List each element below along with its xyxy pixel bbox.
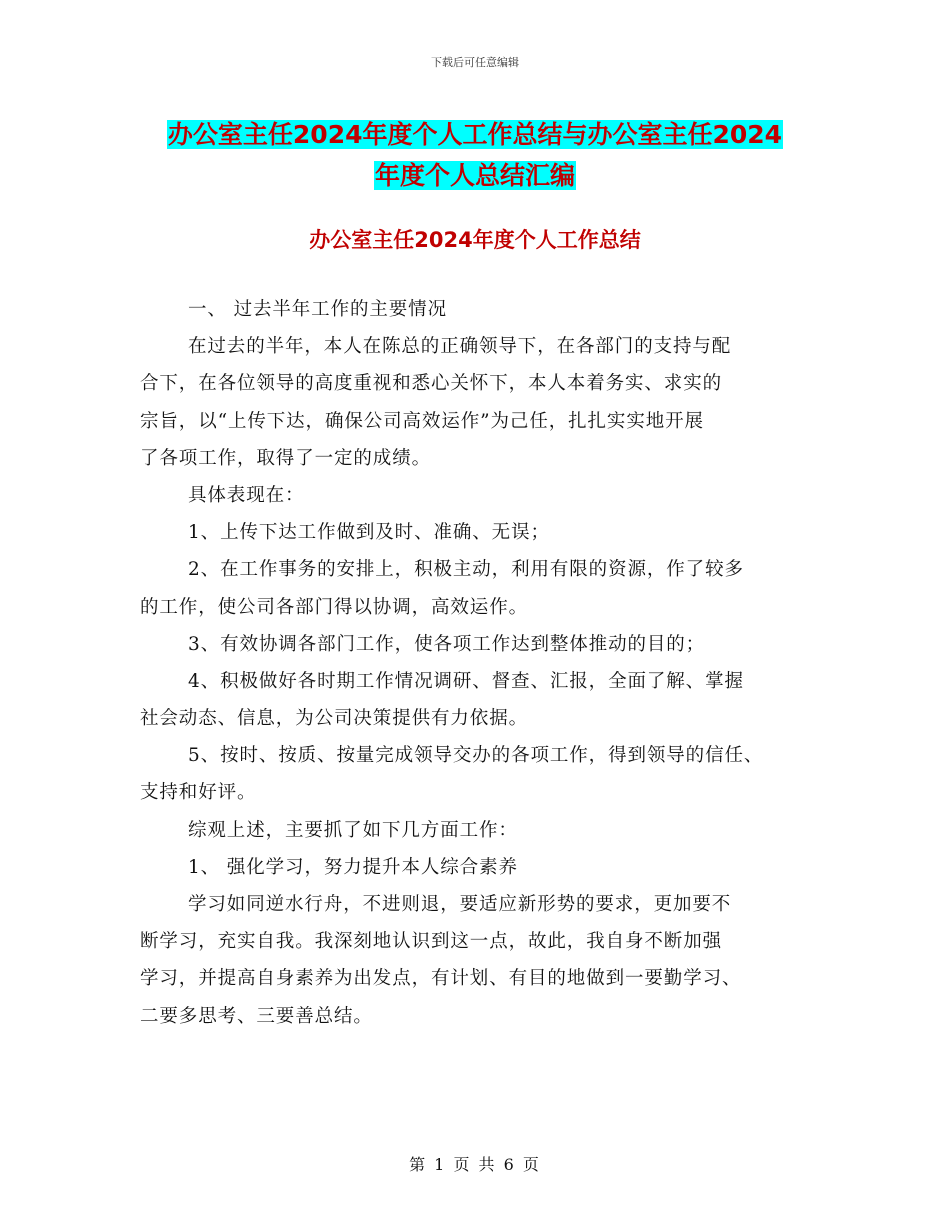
document-title-line-2: [0, 156, 950, 192]
body-text: [140, 291, 830, 1035]
document-title-text-2: 年度个人总结汇编: [374, 161, 575, 190]
text-line: 1、 强化学习，努力提升本人综合素养: [188, 856, 518, 878]
text-line: 在过去的半年，本人在陈总的正确领导下，在各部门的支持与配: [188, 336, 732, 358]
document-title-line-1: [0, 115, 950, 151]
text-line: 3、有效协调各部门工作，使各项工作达到整体推动的目的；: [188, 633, 706, 655]
text-line: 综观上述，主要抓了如下几方面工作：: [188, 819, 518, 841]
text-line: 4、积极做好各时期工作情况调研、督查、汇报，全面了解、掌握: [188, 670, 744, 692]
section-title: 办公室主任2024年度个人工作总结: [309, 228, 641, 252]
page-number-footer: 第 1 页 共 6 页: [409, 1155, 541, 1174]
text-line: 学习如同逆水行舟，不进则退，要适应新形势的要求，更加要不: [188, 894, 732, 915]
text-line: 1、上传下达工作做到及时、准确、无误；: [188, 522, 550, 544]
text-line: 合下，在各位领导的高度重视和悉心关怀下，本人本着务实、求实的: [140, 373, 723, 395]
text-line: 支持和好评。: [140, 782, 257, 804]
text-line: 2、在工作事务的安排上，积极主动，利用有限的资源，作了较多: [188, 559, 744, 581]
text-line: 宗旨，以“上传下达，确保公司高效运作”为己任，扎扎实实地开展: [140, 410, 704, 432]
text-line: 断学习，充实自我。我深刻地认识到这一点，故此，我自身不断加强: [140, 931, 723, 953]
document-title-text-1: 办公室主任2024年度个人工作总结与办公室主任2024: [167, 120, 783, 149]
text-line: 的工作，使公司各部门得以协调，高效运作。: [140, 596, 529, 618]
text-line: 学习，并提高自身素养为出发点，有计划、有目的地做到一要勤学习、: [140, 968, 742, 990]
text-line: 一、 过去半年工作的主要情况: [188, 299, 447, 320]
text-line: 社会动态、信息，为公司决策提供有力依据。: [140, 708, 529, 730]
text-line: 了各项工作，取得了一定的成绩。: [140, 447, 432, 469]
text-line: 5、按时、按质、按量完成领导交办的各项工作，得到领导的信任、: [188, 745, 764, 767]
text-line: 二要多思考、三要善总结。: [140, 1005, 373, 1027]
text-line: 具体表现在：: [188, 484, 305, 506]
header-note: 下载后可任意编辑: [431, 56, 519, 69]
